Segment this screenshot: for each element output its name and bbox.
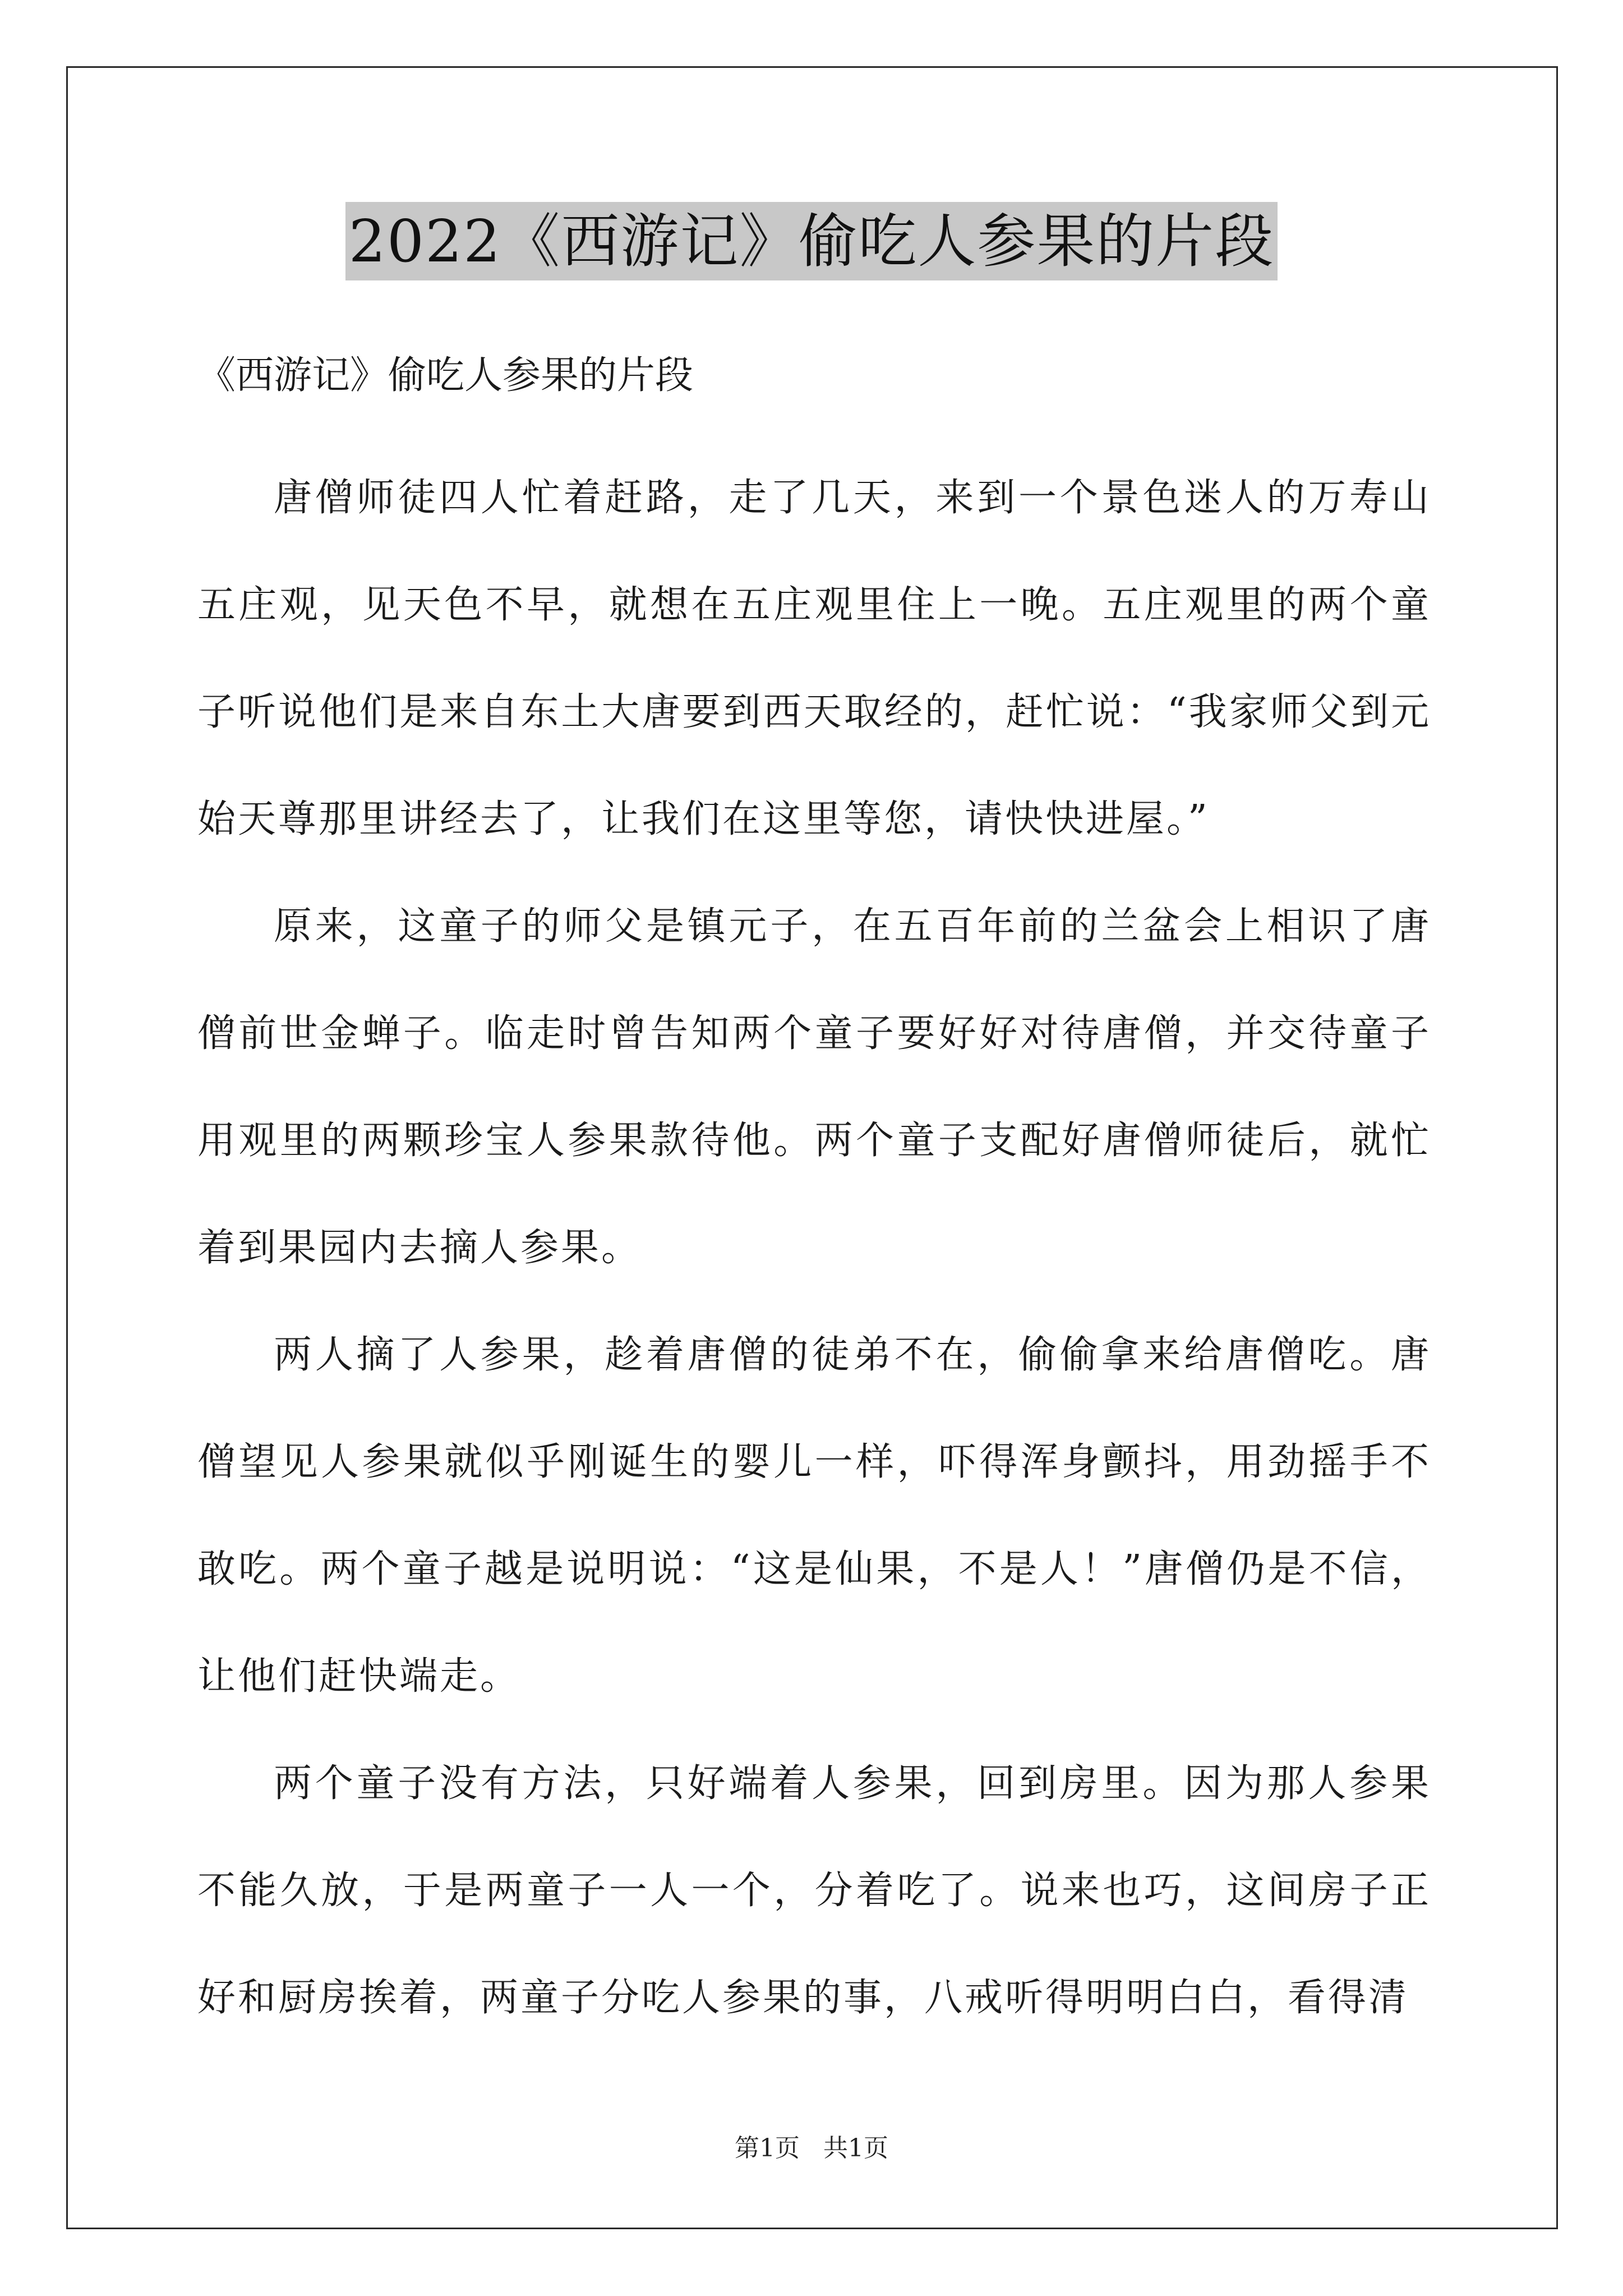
paragraph-1: 唐僧师徒四人忙着赶路，走了几天，来到一个景色迷人的万寿山五庄观，见天色不早，就想在五庄观里住上一晚。五庄观里的两个童子听说他们是来自东土大唐要到西天取经的，赶忙说：“我家师父到元始天尊那里讲经去了，让我们在这里等您，请快快进屋。” [197,476,1431,841]
paragraph-3: 两人摘了人参果，趁着唐僧的徒弟不在，偷偷拿来给唐僧吃。唐僧望见人参果就似乎刚诞生的婴儿一样，吓得浑身颤抖，用劲摇手不敢吃。两个童子越是说明说：“这是仙果，不是人！”唐僧仍是不信，让他们赶快端走。 [197,1333,1431,1699]
page-number: 第1页 [735,2134,800,2162]
paragraph-4: 两个童子没有方法，只好端着人参果，回到房里。因为那人参果不能久放，于是两童子一人一个，分着吃了。说来也巧，这间房子正好和厨房挨着，两童子分吃人参果的事，八戒听得明明白白，看得清 [197,1761,1431,2020]
page-total: 共1页 [823,2134,888,2162]
paragraph-2: 原来，这童子的师父是镇元子，在五百年前的兰盆会上相识了唐僧前世金蝉子。临走时曾告知两个童子要好好对待唐僧，并交待童子用观里的两颗珍宝人参果款待他。两个童子支配好唐僧师徒后，就忙着到果园内去摘人参果。 [197,904,1431,1270]
document-subtitle: 《西游记》偷吃人参果的片段 [197,353,694,398]
title-container [0,202,1623,280]
document-title: 2022《西游记》偷吃人参果的片段 [345,202,1278,280]
page-footer [0,2132,1623,2165]
document-body [197,337,1431,2051]
